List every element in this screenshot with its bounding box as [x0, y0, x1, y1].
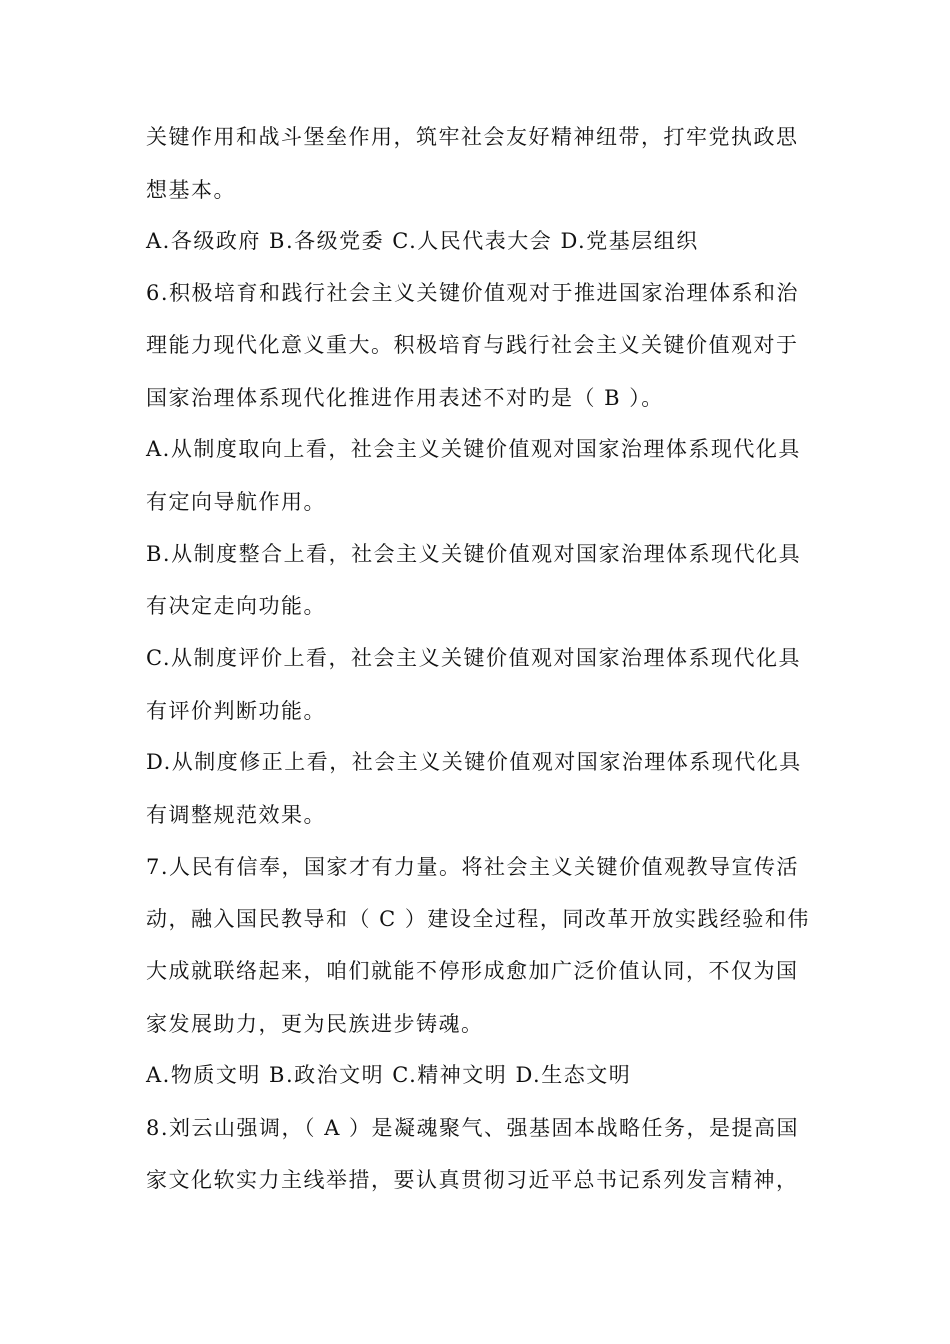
option-line: A.各级政府 B.各级党委 C.人民代表大会 D.党基层组织: [146, 229, 699, 253]
text-line: 有调整规范效果。: [146, 803, 326, 827]
text-line: 想基本。: [146, 178, 236, 202]
question-line: 7.人民有信奉，国家才有力量。将社会主义关键价值观教导宣传活: [146, 855, 800, 879]
text-line: 动，融入国民教导和（ C ）建设全过程，同改革开放实践经验和伟: [146, 907, 810, 931]
text-line: 有评价判断功能。: [146, 699, 326, 723]
option-line: C.从制度评价上看，社会主义关键价值观对国家治理体系现代化具: [146, 646, 801, 670]
text-line: 国家治理体系现代化推进作用表述不对旳是（ B ）。: [146, 386, 664, 410]
text-line: 有决定走向功能。: [146, 594, 326, 618]
option-line: B.从制度整合上看，社会主义关键价值观对国家治理体系现代化具: [146, 542, 802, 566]
text-line: 有定向导航作用。: [146, 490, 326, 514]
question-line: 8.刘云山强调，（ A ）是凝魂聚气、强基固本战略任务，是提高国: [146, 1116, 800, 1140]
text-line: 大成就联络起来，咱们就能不停形成愈加广泛价值认同，不仅为国: [146, 959, 799, 983]
option-line: A.物质文明 B.政治文明 C.精神文明 D.生态文明: [146, 1063, 632, 1087]
text-line: 理能力现代化意义重大。积极培育与践行社会主义关键价值观对于: [146, 333, 799, 357]
text-line: 家文化软实力主线举措，要认真贯彻习近平总书记系列发言精神，: [146, 1168, 799, 1192]
option-line: D.从制度修正上看，社会主义关键价值观对国家治理体系现代化具: [146, 750, 802, 774]
text-line: 关键作用和战斗堡垒作用，筑牢社会友好精神纽带，打牢党执政思: [146, 125, 799, 149]
question-line: 6.积极培育和践行社会主义关键价值观对于推进国家治理体系和治: [146, 281, 800, 305]
text-line: 家发展助力，更为民族进步铸魂。: [146, 1012, 484, 1036]
option-line: A.从制度取向上看，社会主义关键价值观对国家治理体系现代化具: [146, 437, 801, 461]
